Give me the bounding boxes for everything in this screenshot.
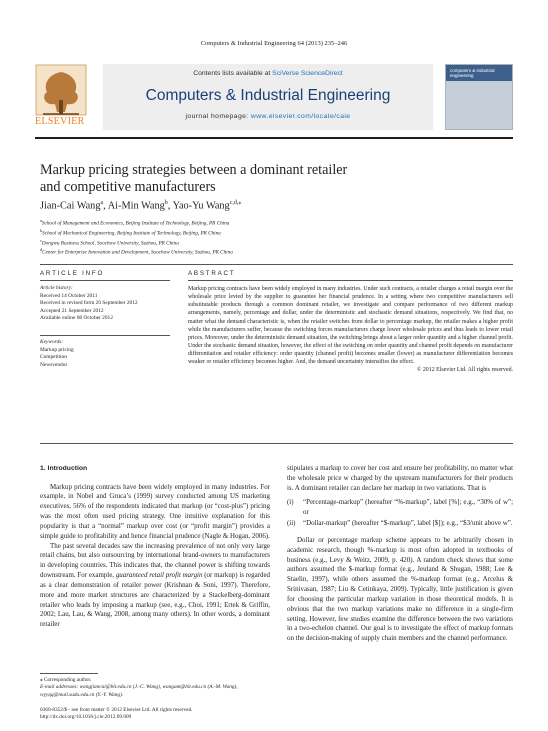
abstract-heading: ABSTRACT: [188, 270, 236, 277]
keyword: Competition: [40, 354, 67, 361]
author-name[interactable]: Yao-Yu Wang: [172, 200, 230, 212]
author-name[interactable]: Ai-Min Wang: [107, 200, 165, 212]
footnote-rule: [40, 673, 98, 674]
list-item: (ii) “Dollar-markup” (hereafter “$-markup”, label [$]); e.g., “$3/unit above w”.: [287, 519, 513, 528]
paragraph: Markup pricing contracts have been widely employed in many industries. For example, in Nobel and Gruca’s (1999) survey conducted among US marketing executives, 56% of the respondents indicated that markup (or “cost-plus”) pricing was the most often used pricing strategy. One intuitive explanation for this popularity is that a “normal” markup over cost (or “profit margin”) provides a simple guide to profitability and hence financial prudence (Nagle & Hogan, 2006).: [40, 482, 270, 540]
cover-title: computers & industrial engineering: [450, 68, 495, 79]
affiliations: [40, 218, 233, 257]
masthead-center-panel: [103, 64, 433, 130]
running-head: Computers & Industrial Engineering 64 (2013) 235–246: [200, 40, 348, 47]
article-info-heading: ARTICLE INFO: [40, 270, 105, 277]
masthead-divider: [35, 137, 513, 139]
abstract-divider: [40, 443, 513, 444]
keywords-rule: [40, 335, 170, 336]
affiliation: $^d$Center for Enterprise Innovation and Development, Soochow University, Suzhou, PR China: [40, 247, 233, 257]
paragraph: stipulates a markup to cover her cost and ensure her profitability, no matter what the wholesale price w charged by the upstream manufacturers for their products is. A dominant retailer can declare her markup in two variations. That is: [287, 464, 513, 492]
paragraph: The past several decades saw the increasing prevalence of not only very large retail chains, but also outsourcing by international brand-owners to manufacturers in developing countries. This indicates that, the channel power is shifting towards downstream. For example, guaranteed retail profit margin (or markup) is regarded as a clear demonstration of retailer power (Krishnan & Soni, 1997). Therefore, more and more market structures are characterized by a Stackelberg-dominant retailer who leads by imposing a markup (see, e.g., Choi, 1991; Ertek & Griffin, 2002; Lau, Lau, & Wang, 2008, among many others). In other words, a dominant retailer: [40, 541, 271, 629]
affiliation: $^c$Dongwu Business School, Soochow University, Suzhou, PR China: [40, 237, 179, 247]
contents-line: Contents lists available at SciVerse ScienceDirect: [193, 70, 343, 77]
journal-cover-thumbnail: [445, 64, 513, 130]
email-addresses: E-mail addresses: wangjiancai@bit.edu.cn (J.-C. Wang), wangam@bit.edu.cn (A.-M. Wang), wyyqq@mail.suda.edu.cn (Y.-Y. Wang).: [40, 684, 238, 698]
journal-title: Computers & Industrial Engineering: [145, 87, 391, 104]
sciencedirect-link[interactable]: SciVerse ScienceDirect: [272, 70, 343, 77]
doi-link[interactable]: http://dx.doi.org/10.1016/j.cie.2012.09.009: [40, 714, 132, 721]
corresponding-author-note: ⁎ Corresponding author.: [40, 677, 92, 683]
author-name[interactable]: Jian-Cai Wang: [40, 200, 101, 212]
keywords: Keywords: Markup pricing Competition Newsvendor: [40, 339, 74, 368]
article-info-rule: [40, 280, 170, 281]
right-column: [287, 464, 513, 644]
issn-line: 0360-8352/$ - see front matter © 2012 Elsevier Ltd. All rights reserved.: [40, 707, 193, 713]
copyright-line: © 2012 Elsevier Ltd. All rights reserved.: [416, 367, 513, 374]
keyword: Newsvendor: [40, 361, 68, 368]
abstract-body: Markup pricing contracts have been widely employed in many industries. Under such contracts, a retailer charges a retail margin over the wholesale price levied by the supplier to guarantee her financial prudence. In a setting where two competitive manufacturers sell substitutable products through a common dominant retailer, we investigate and compare performance of two different markup arrangements, namely, percentage and dollar, under the deterministic and stochastic demand situations, respectively. We find that, no matter what the demand characteristic is, when the retailer switches from dollar to percentage markup, the retailer makes a higher profit while the manufacturers suffer, because the switching forces manufacturers charge lower wholesale prices and thus leads to lower retail prices. Moreover, under the deterministic demand situation, the switching brings about a larger order quantity and a higher channel profit. Under the stochastic demand situation, however, the effect of the switching on order quantity and channel profit depends on manufacturer differentiation and retailer efficiency: order quantity (channel profit) becomes smaller (lower) as manufacturer differentiation becomes weaker or retailer efficiency becomes higher. And, the demand uncertainty intensifies the effect. © 2012 Elsevier Ltd. All rights reserved.: [188, 286, 513, 374]
article-title: Markup pricing strategies between a dominant retailer and competitive manufacturers: [40, 162, 348, 196]
section-heading: 1. Introduction: [40, 465, 88, 472]
affiliation-divider: [40, 264, 513, 265]
abstract-rule: [188, 280, 513, 281]
publisher-name: ELSEVIER: [35, 116, 85, 127]
affiliation: $^a$School of Management and Economics, Beijing Institute of Technology, Beijing, PR China: [40, 218, 230, 227]
issn-doi: [40, 707, 340, 722]
journal-masthead: [35, 64, 513, 132]
journal-homepage: journal homepage: www.elsevier.com/locate/caie: [185, 113, 351, 120]
paragraph: Dollar or percentage markup scheme appears to be arbitrarily chosen in academic research, though %-markup is most often adopted in textbooks of business (e.g., Levy & Weitz, 2009, p. 420). A random check shows that some authors assumed the $-markup format (e.g., Jeuland & Shugan, 1988; Lee & Staelin, 1997), while others assumed the %-markup format (e.g., Arcelus & Srinivasan, 1987; Liu & Cetinkaya, 2009). Typically, little justification is given for choosing the particular markup variation in those theoretical models. It is obvious that the two markup variations make no difference in a single-firm setting. However, few studies examine the difference between the two variations in a two-echelon channel. Our goal is to investigate the effect of markup formats on the decision-making of supply chain members and the channel performance.: [287, 535, 513, 643]
list-item: (i) “Percentage-markup” (hereafter “%-markup”, label [%]; e.g., “30% of w”; or: [287, 498, 513, 517]
keyword: Markup pricing: [40, 346, 74, 353]
footnotes: [40, 677, 270, 699]
homepage-link[interactable]: www.elsevier.com/locate/caie: [250, 113, 351, 120]
left-column: [40, 464, 270, 630]
author-list: Jian-Cai Wang$^a$, Ai-Min Wang$^b$, Yao-Yu Wang$^{c,d,⁎}$: [40, 200, 242, 212]
affiliation: $^b$School of Mechanical Engineering, Beijing Institute of Technology, Beijing, PR China: [40, 227, 221, 237]
article-history: Article history: Received 14 October 2011 Received in revised form 20 September 2012 Accepted 21 September 2012 Available online 08 October 2012: [40, 285, 138, 322]
